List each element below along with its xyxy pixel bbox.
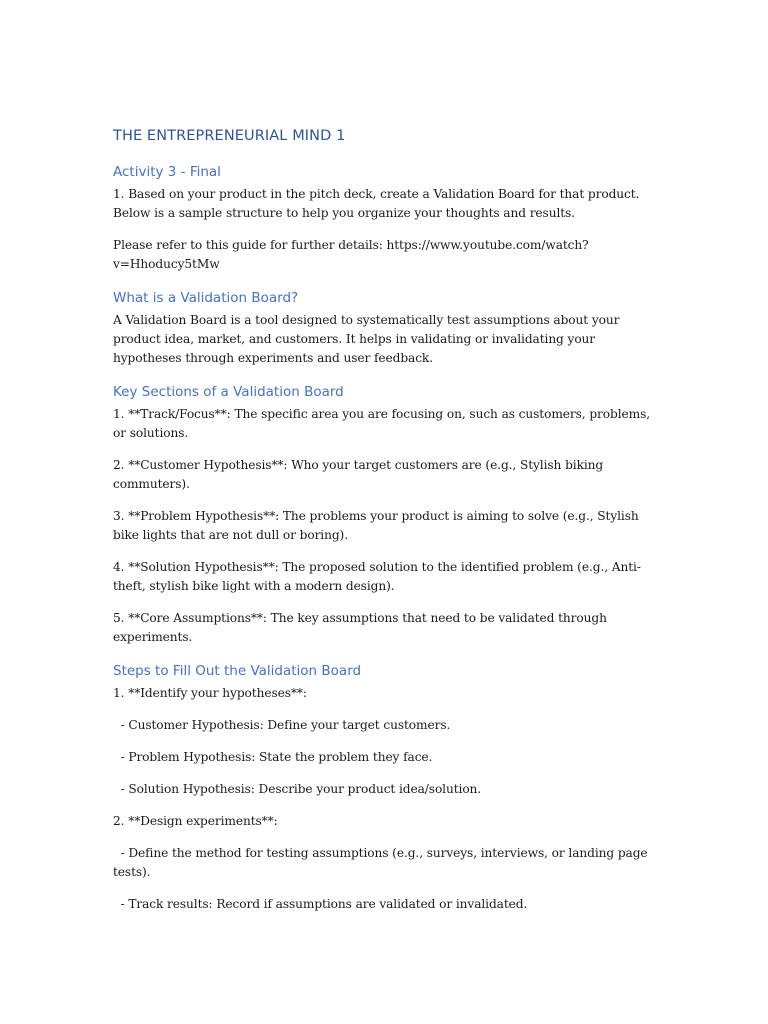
list-item: 5. **Core Assumptions**: The key assumptions that need to be validated through experiments. [113,611,607,644]
document-title: THE ENTREPRENEURIAL MIND 1 [113,128,346,144]
list-item: - Customer Hypothesis: Define your target customers. [113,718,451,732]
paragraph: Please refer to this guide for further details: https://www.youtube.com/watch?v=Hhoducy5tMw [113,238,589,271]
list-item: 4. **Solution Hypothesis**: The proposed solution to the identified problem (e.g., Anti-theft, stylish bike light with a modern design). [113,560,641,593]
section-heading: What is a Validation Board? [113,290,299,306]
document-body [113,126,658,927]
list-item: - Define the method for testing assumptions (e.g., surveys, interviews, or landing page tests). [113,846,652,879]
paragraph: A Validation Board is a tool designed to systematically test assumptions about your product idea, market, and customers. It helps in validating or invalidating your hypotheses through experiments and user feedback. [113,313,620,365]
section-key-sections [113,382,658,647]
paragraph: 1. Based on your product in the pitch deck, create a Validation Board for that product. Below is a sample structure to help you organize your thoughts and results. [113,187,640,220]
list-item: 2. **Customer Hypothesis**: Who your target customers are (e.g., Stylish biking commuters). [113,458,604,491]
section-heading: Key Sections of a Validation Board [113,384,344,400]
section-heading: Activity 3 - Final [113,164,221,180]
list-item: 3. **Problem Hypothesis**: The problems your product is aiming to solve (e.g., Stylish bike lights that are not dull or boring). [113,509,639,542]
list-item: 2. **Design experiments**: [113,814,278,828]
section-steps [113,661,658,914]
section-activity [113,162,658,274]
section-heading: Steps to Fill Out the Validation Board [113,663,362,679]
list-item: - Problem Hypothesis: State the problem they face. [113,750,433,764]
list-item: 1. **Identify your hypotheses**: [113,686,307,700]
section-what-is [113,288,658,368]
list-item: - Track results: Record if assumptions are validated or invalidated. [113,897,528,911]
list-item: 1. **Track/Focus**: The specific area you are focusing on, such as customers, problems, or solutions. [113,407,650,440]
list-item: - Solution Hypothesis: Describe your product idea/solution. [113,782,482,796]
